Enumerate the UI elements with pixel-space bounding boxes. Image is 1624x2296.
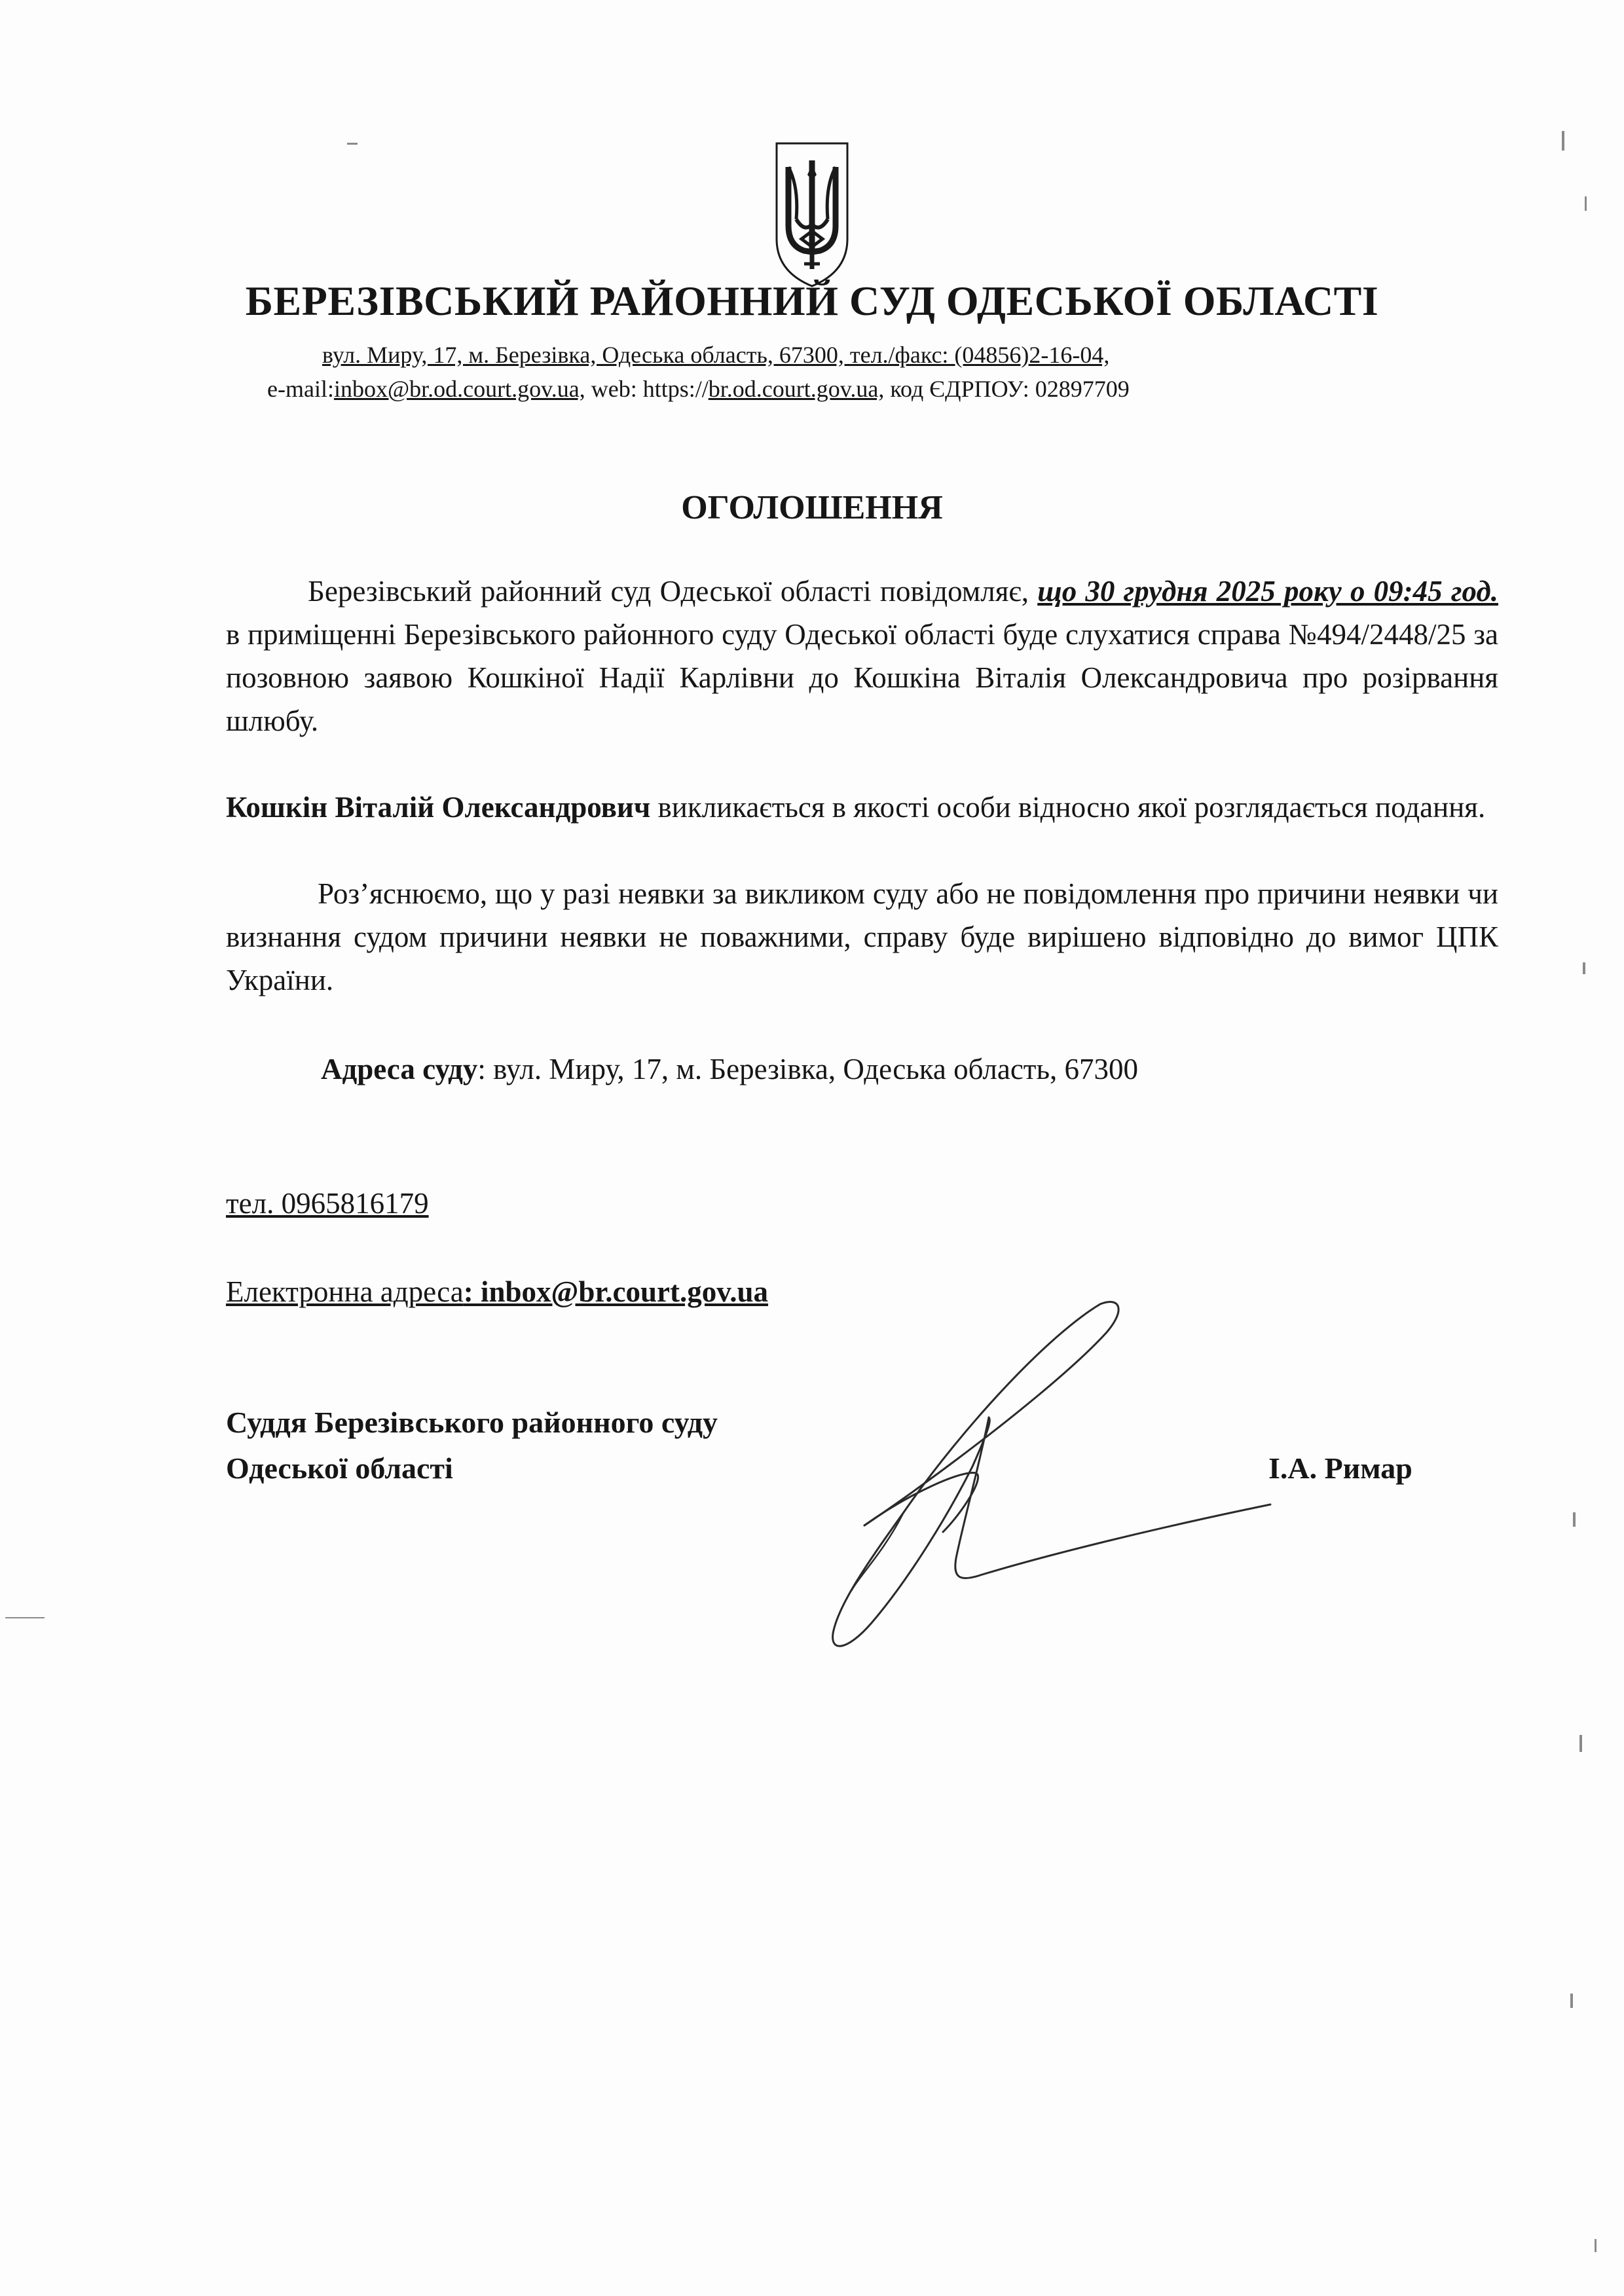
scan-speck	[1585, 196, 1587, 211]
scan-speck	[1570, 1994, 1573, 2008]
trident-emblem-icon	[773, 141, 851, 288]
court-web-link[interactable]: br.od.court.gov.ua,	[708, 376, 885, 402]
court-contacts-line	[267, 377, 1130, 401]
explanation-paragraph: Роз’яснюємо, що у разі неявки за викликом суду або не повідомлення про причини неявки чи визнання судом причини неявки не поважними, справу буде вирішено відповідно до вимог ЦПК України.	[226, 877, 1498, 996]
hearing-date: що 30 грудня 2025 року о 09:45 год.	[1037, 575, 1498, 608]
hearing-details: в приміщенні Березівського районного суду Одеської області буде слухатися справа №494/2448/25 за позовною заявою Кошкіної Надії Карлівни до Кошкіна Віталія Олександровича про розірвання шлюбу.	[226, 618, 1498, 737]
email-prefix: e-mail:	[267, 376, 334, 402]
scan-speck	[347, 143, 358, 145]
electronic-address	[226, 1270, 768, 1313]
scan-speck	[1595, 2239, 1596, 2252]
court-address-line: вул. Миру, 17, м. Березівка, Одеська область, 67300, тел./факс: (04856)2-16-04,	[322, 342, 1110, 368]
court-email-link[interactable]: inbox@br.od.court.gov.ua,	[333, 376, 585, 402]
phone-number[interactable]: тел. 0965816179	[226, 1187, 429, 1220]
electronic-address-value[interactable]: : inbox@br.court.gov.ua	[463, 1275, 769, 1308]
court-name-heading: БЕРЕЗІВСЬКИЙ РАЙОННИЙ СУД ОДЕСЬКОЇ ОБЛАСТІ	[245, 278, 1379, 324]
handwritten-signature	[812, 1296, 1283, 1663]
scan-speck	[1579, 1735, 1582, 1752]
summons-text: викликається в якості особи відносно якої розглядається подання.	[650, 791, 1486, 824]
hearing-lead: Березівський районний суд Одеської області повідомляє,	[308, 575, 1038, 608]
summoned-person: Кошкін Віталій Олександрович	[226, 791, 651, 824]
announcement-title: ОГОЛОШЕННЯ	[681, 489, 943, 526]
court-address-value: : вул. Миру, 17, м. Березівка, Одеська область, 67300	[477, 1053, 1138, 1085]
court-address-label: Адреса суду	[321, 1053, 478, 1085]
judge-position-line1: Суддя Березівського районного суду	[226, 1406, 718, 1439]
summons-paragraph	[226, 786, 1498, 829]
electronic-address-label: Електронна адреса	[226, 1275, 464, 1308]
hearing-paragraph	[226, 570, 1498, 742]
judge-name: І.А. Римар	[1268, 1451, 1412, 1485]
judge-position-line2: Одеської області	[226, 1451, 453, 1485]
edrpou-code: код ЄДРПОУ: 02897709	[884, 376, 1130, 402]
scan-speck	[1583, 962, 1585, 974]
scan-speck	[1573, 1512, 1576, 1527]
scan-speck	[5, 1617, 45, 1618]
scan-speck	[1562, 131, 1564, 151]
judge-position	[226, 1400, 718, 1491]
web-prefix: web: https://	[585, 376, 709, 402]
court-address	[321, 1048, 1138, 1091]
